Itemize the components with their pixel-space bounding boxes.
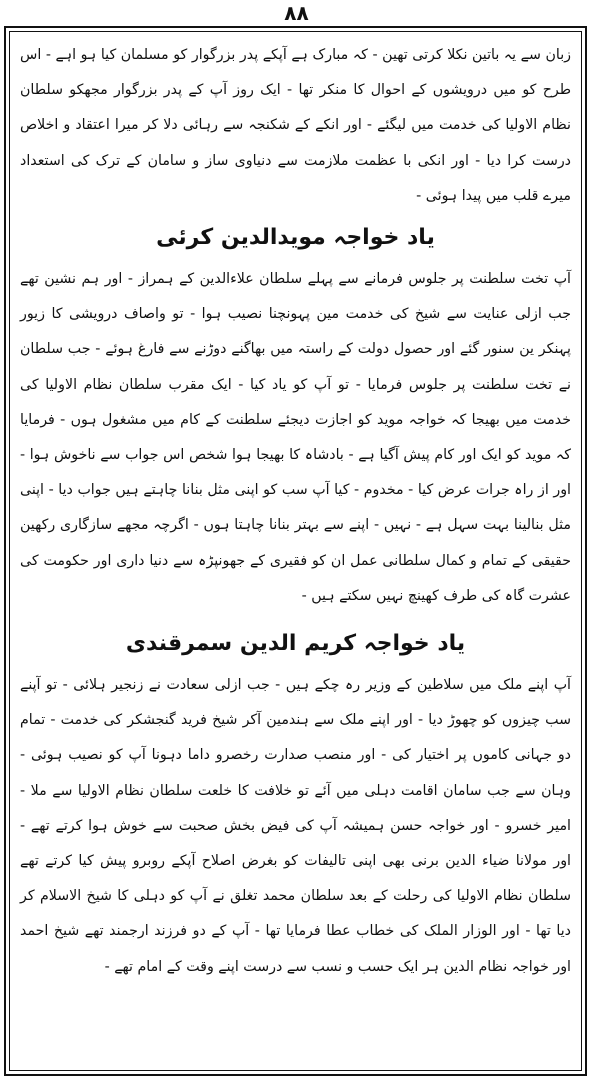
text-body (9, 31, 582, 1071)
section-heading-moayyed-uddin: یاد خواجہ مویدالدین کرئی (156, 225, 435, 251)
section-paragraph-moayyed-uddin: آپ تخت سلطنت پر جلوس فرمانے سے پہلے سلطان علاءالدین کے ہمراز - اور ہم نشین تھے جب ازلی عنایت سے شیخ کی خدمت مین پہونچنا نصیب ہوا - تو واصاف درویشی کا زیور پہنکر ین سنور گئے اور حصول دولت کے راستہ میں بھاگنے دوڑنے سے فارغ ہوئے - جب سلطان نے تخت سلطنت پر جلوس فرمایا - تو آپ کو یاد کیا - ایک مقرب سلطان نظام الاولیا کی خدمت میں بھیجا کہ خواجہ موید کو اجازت دیجئے سلطنت کے کام میں مشغول ہوں - فرمایا کہ موید کو ایک اور کام پیش آگیا ہے - بادشاہ کا بھیجا ہوا شخص اس جواب سے ناخوش ہوا - اور از راہ جرات عرض کیا - مخدوم - کیا آپ سب کو اپنی مثل بنانا چاہتے ہیں جواب دیا - اپنی مثل بنالینا بہت سہل ہے - نہیں - اپنے سے بہتر بنانا چاہتا ہوں - اگرچہ مجھے سازگاری رکھین حقیقی کے تمام و کمال سلطانی عمل ان کو فقیری کے جھونپڑہ سے دنیا داری اور حکومت کی عشرت گاہ کی طرف کھینچ نہیں سکتے ہیں - (20, 271, 571, 604)
section-paragraph-karim-uddin: آپ اپنے ملک میں سلاطین کے وزیر رہ چکے ہیں - جب ازلی سعادت نے زنجیر ہلائی - تو آپنے سب چیزوں کو چھوڑ دیا - اور اپنے ملک سے ہندمین آکر شیخ فرید گنجشکر کی خدمت - تمام دو جہانی کاموں پر اختیار کی - اور منصب صدارت رخصرو داما دہونا آپ کو نصیب ہوئی - وہان سے جب سامان اقامت دہلی میں آئے تو خلافت کا خلعت سلطان نظام الاولیا سے ملا - امیر خسرو - اور خواجہ حسن ہمیشہ آپ کی فیض بخش صحبت سے خوش ہوا کرتے تھے - اور مولانا ضیاء الدین برنی بھی اپنی تالیفات کو بغرض اصلاح آپکے روبرو پیش کیا کرتے تھے سلطان نظام الاولیا کی رحلت کے بعد سلطان محمد تغلق نے آپ کو دہلی کا شیخ الاسلام کر دیا تھا - اور الوزار الملک کی خطاب عطا فرمایا تھا - آپ کے دو فرزند ارجمند تھے شیخ احمد اور خواجہ نظام الدین ہر ایک حسب و نسب سے درست اپنے وقت کے امام تھے - (20, 677, 571, 975)
section-heading-karim-uddin: یاد خواجہ کریم الدین سمرقندی (125, 631, 466, 657)
page-frame (4, 26, 587, 1076)
intro-paragraph: زبان سے یہ باتین نکلا کرتی تھین - کہ مبارک ہے آپکے پدر بزرگوار کو مسلمان کیا ہو اہے - اس طرح کو میں درویشوں کے احوال کا منکر تھا - ایک روز آپ کے پدر بزرگوار مجھکو سلطان نظام الاولیا کی خدمت میں لیگئے - اور انکے کے شکنجہ سے رہائی دلا کر میرا اعتقاد و اخلاص درست کرا دیا - اور انکی با عظمت ملازمت سے دنیاوی ساز و سامان کے ترک کی استعداد میرے قلب میں پیدا ہوئی - (20, 47, 571, 204)
page-number: ۸۸ (284, 1, 309, 25)
